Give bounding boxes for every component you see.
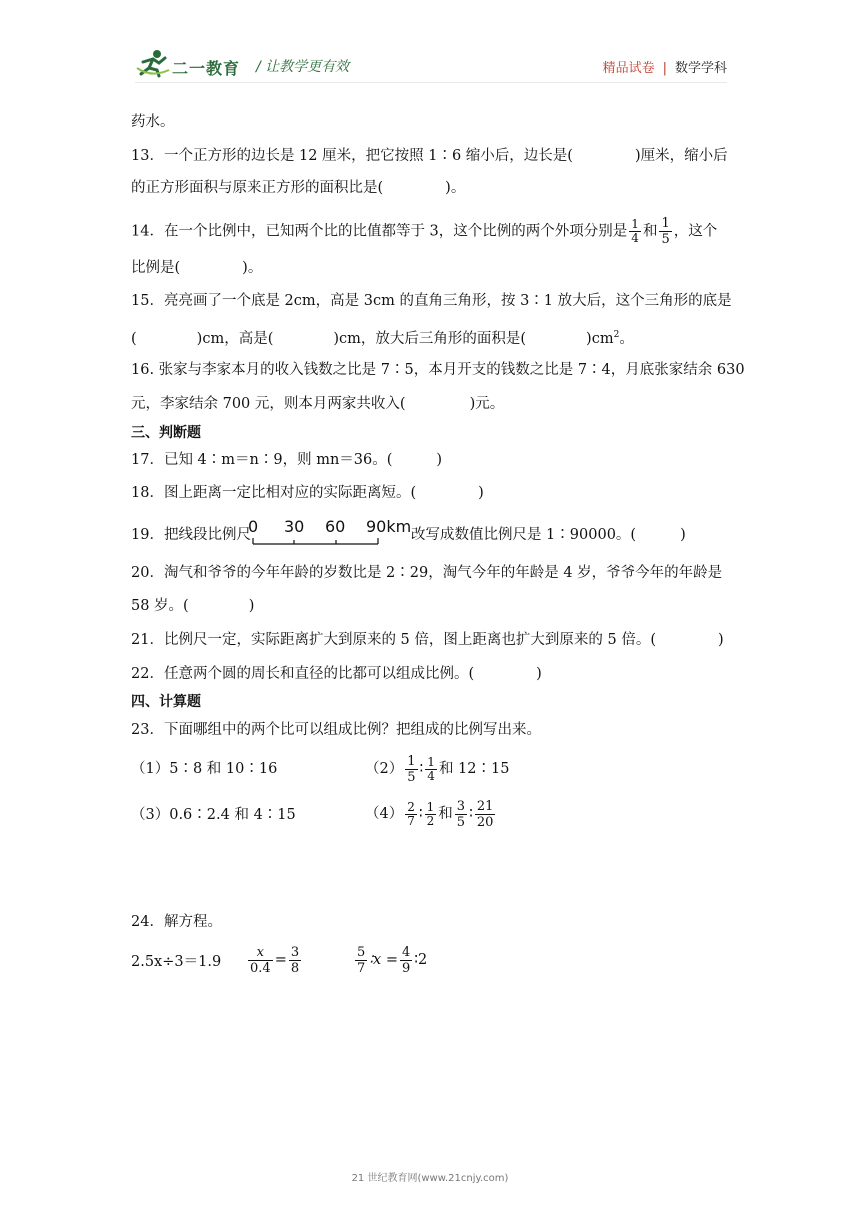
- fraction-four-ninths: [400, 945, 412, 976]
- q15-line1: 15．亮亮画了一个底是 2cm，高是 3cm 的直角三角形，按 3∶1 放大后，这个三角形的底是: [131, 293, 732, 309]
- ratio-colon: ∶: [419, 761, 424, 777]
- fraction-numerator: 1: [427, 754, 435, 769]
- q16-line2: [131, 394, 504, 414]
- q13-line1: [131, 146, 728, 166]
- ruler-tick-label: 0: [247, 517, 259, 536]
- fraction-numerator: 21: [476, 798, 494, 814]
- q20-line1: 20．淘气和爷爷的今年年龄的岁数比是 2∶29，淘气今年的年龄是 4 岁，爷爷今年的年龄是: [131, 565, 723, 581]
- q23-part2: [365, 752, 509, 786]
- runner-logo-icon: [135, 48, 171, 78]
- fraction-denominator: 5: [661, 232, 670, 247]
- q23-part4: [365, 796, 497, 832]
- q12-tail: 药水。: [131, 114, 175, 130]
- q18-close: ): [478, 485, 484, 501]
- fraction-x-over-0-4: [248, 945, 273, 976]
- fraction-denominator: 7: [407, 813, 415, 828]
- equation-3-tail: ∶2: [414, 952, 428, 968]
- q20-line2: [131, 596, 254, 616]
- fraction-denominator: 8: [290, 960, 300, 976]
- q21-text: 21．比例尺一定，实际距离扩大到原来的 5 倍，图上距离也扩大到原来的 5 倍。(: [131, 632, 656, 648]
- fraction-denominator: 0.4: [250, 960, 271, 976]
- q24-title: 24．解方程。: [131, 914, 222, 930]
- q20-close: ): [248, 598, 255, 614]
- tag-subject: 数学学科: [674, 61, 727, 76]
- fraction-numerator: 2: [407, 799, 415, 814]
- q22-text: 22．任意两个圆的周长和直径的比都可以组成比例。(: [131, 666, 475, 682]
- q13-text-a: 13．一个正方形的边长是 12 厘米，把它按照 1∶6 缩小后，边长是(: [131, 148, 573, 164]
- q15-text-a: (: [131, 330, 137, 347]
- unit-superscript: 2: [613, 330, 620, 340]
- page-footer: 21 世纪教育网(www.21cnjy.com): [351, 1173, 509, 1184]
- q15-text-d: )cm: [586, 330, 614, 347]
- q21-close: ): [718, 632, 724, 648]
- q15-text-c: )cm，放大后三角形的面积是(: [333, 330, 527, 347]
- q23-part2-label: （2）: [365, 761, 404, 777]
- q18: [131, 483, 484, 503]
- fraction-numerator: 1: [661, 216, 670, 231]
- fraction-denominator: 5: [407, 769, 416, 785]
- q15-line2: [131, 325, 634, 349]
- line-scale-ruler: [247, 517, 412, 550]
- ratio-colon: ∶: [418, 806, 423, 822]
- equation-3-middle: ∶x =: [369, 952, 398, 968]
- q23-title: 23．下面哪组中的两个比可以组成比例？把组成的比例写出来。: [131, 722, 541, 738]
- fraction-numerator: 1: [407, 753, 416, 769]
- fraction-denominator: 9: [402, 960, 411, 976]
- q17-close: ): [436, 452, 443, 468]
- ruler-tick-label: 30: [283, 517, 305, 536]
- q18-text: 18．图上距离一定比相对应的实际距离短。(: [131, 485, 417, 501]
- fraction-denominator: 4: [631, 231, 639, 245]
- fraction-denominator: 20: [476, 814, 494, 830]
- q14-and: 和: [642, 223, 658, 240]
- q13-line2: [131, 178, 465, 198]
- q22: [131, 664, 542, 684]
- q23-part2-tail: 和 12∶15: [438, 761, 510, 777]
- brand-name: 二一教育: [172, 59, 241, 78]
- tag-quality-paper: 精品试卷: [602, 61, 655, 76]
- q23-part4-label: （4）: [365, 806, 404, 822]
- fraction-one-fifth: [659, 216, 671, 247]
- fraction-one-half: [425, 801, 437, 828]
- q19-close: ): [680, 527, 686, 543]
- q15-text-b: )cm，高是(: [196, 330, 274, 347]
- fraction-one-quarter: [629, 218, 641, 245]
- header-tags: [603, 57, 727, 76]
- fraction-numerator: 5: [357, 944, 366, 960]
- fraction-denominator: 2: [426, 813, 435, 828]
- q20-text: 58 岁。(: [131, 598, 189, 614]
- fraction-five-sevenths: [355, 945, 367, 976]
- q19-text-b: 改写成数值比例尺是 1∶90000。(: [410, 527, 637, 543]
- equation-1: 2.5x÷3＝1.9: [131, 954, 222, 970]
- q14-text-d: )。: [242, 260, 263, 276]
- fraction-three-fifths: [455, 799, 467, 830]
- q14-line1: [131, 216, 717, 247]
- q16-text-b: )元。: [469, 396, 505, 412]
- equals-sign: =: [274, 952, 287, 968]
- q15-text-e: 。: [619, 330, 634, 347]
- q14-text-c: 比例是(: [131, 260, 181, 276]
- equation-2: [246, 940, 303, 980]
- header-divider: |: [662, 61, 667, 76]
- fraction-twenty-one-twentieths: [475, 799, 496, 830]
- q13-text-d: )。: [445, 180, 466, 196]
- q23-part1: （1）5∶8 和 10∶16: [131, 761, 278, 777]
- ruler-tick-label: 60: [324, 517, 346, 536]
- q17: [131, 450, 442, 470]
- ratio-colon: ∶: [469, 806, 473, 822]
- fraction-denominator: 7: [357, 960, 366, 976]
- q16-text-a: 元，李家结余 700 元，则本月两家共收入(: [131, 396, 406, 412]
- fraction-one-fifth: [405, 754, 417, 785]
- q13-text-b: )厘米，缩小后: [634, 148, 728, 164]
- q17-text: 17．已知 4∶m＝n∶9，则 mn＝36。(: [131, 452, 393, 468]
- fraction-numerator: x: [248, 945, 273, 961]
- ruler-tick-label: 90km: [365, 517, 412, 536]
- fraction-numerator: 3: [456, 798, 466, 814]
- fraction-denominator: 5: [456, 814, 466, 830]
- fraction-numerator: 4: [402, 944, 411, 960]
- fraction-two-sevenths: [405, 801, 417, 828]
- fraction-numerator: 1: [426, 799, 435, 814]
- equation-3: [353, 940, 427, 980]
- section-heading-calculation: 四、计算题: [131, 694, 201, 710]
- q16-line1: 16. 张家与李家本月的收入钱数之比是 7∶5，本月开支的钱数之比是 7∶4，月底张家结余 630: [131, 362, 745, 378]
- q23-part4-and: 和: [438, 806, 453, 822]
- q22-close: ): [536, 666, 542, 682]
- q19: [131, 517, 686, 550]
- fraction-numerator: 1: [631, 217, 639, 231]
- q14-text-b: ，这个: [673, 223, 718, 240]
- fraction-one-quarter: [425, 756, 437, 783]
- fraction-numerator: 3: [290, 944, 300, 960]
- q21: [131, 630, 724, 650]
- q13-text-c: 的正方形面积与原来正方形的面积比是(: [131, 180, 384, 196]
- slogan: / 让教学更有效: [256, 59, 350, 75]
- section-heading-judgement: 三、判断题: [131, 425, 201, 441]
- q23-part3: （3）0.6∶2.4 和 4∶15: [131, 807, 296, 823]
- fraction-three-eighths: [289, 945, 301, 976]
- header-rule: [135, 82, 727, 83]
- q14-text-a: 14．在一个比例中，已知两个比的比值都等于 3，这个比例的两个外项分别是: [131, 223, 628, 240]
- fraction-denominator: 4: [427, 768, 435, 783]
- q14-line2: [131, 258, 262, 278]
- q19-text-a: 19．把线段比例尺: [131, 527, 251, 543]
